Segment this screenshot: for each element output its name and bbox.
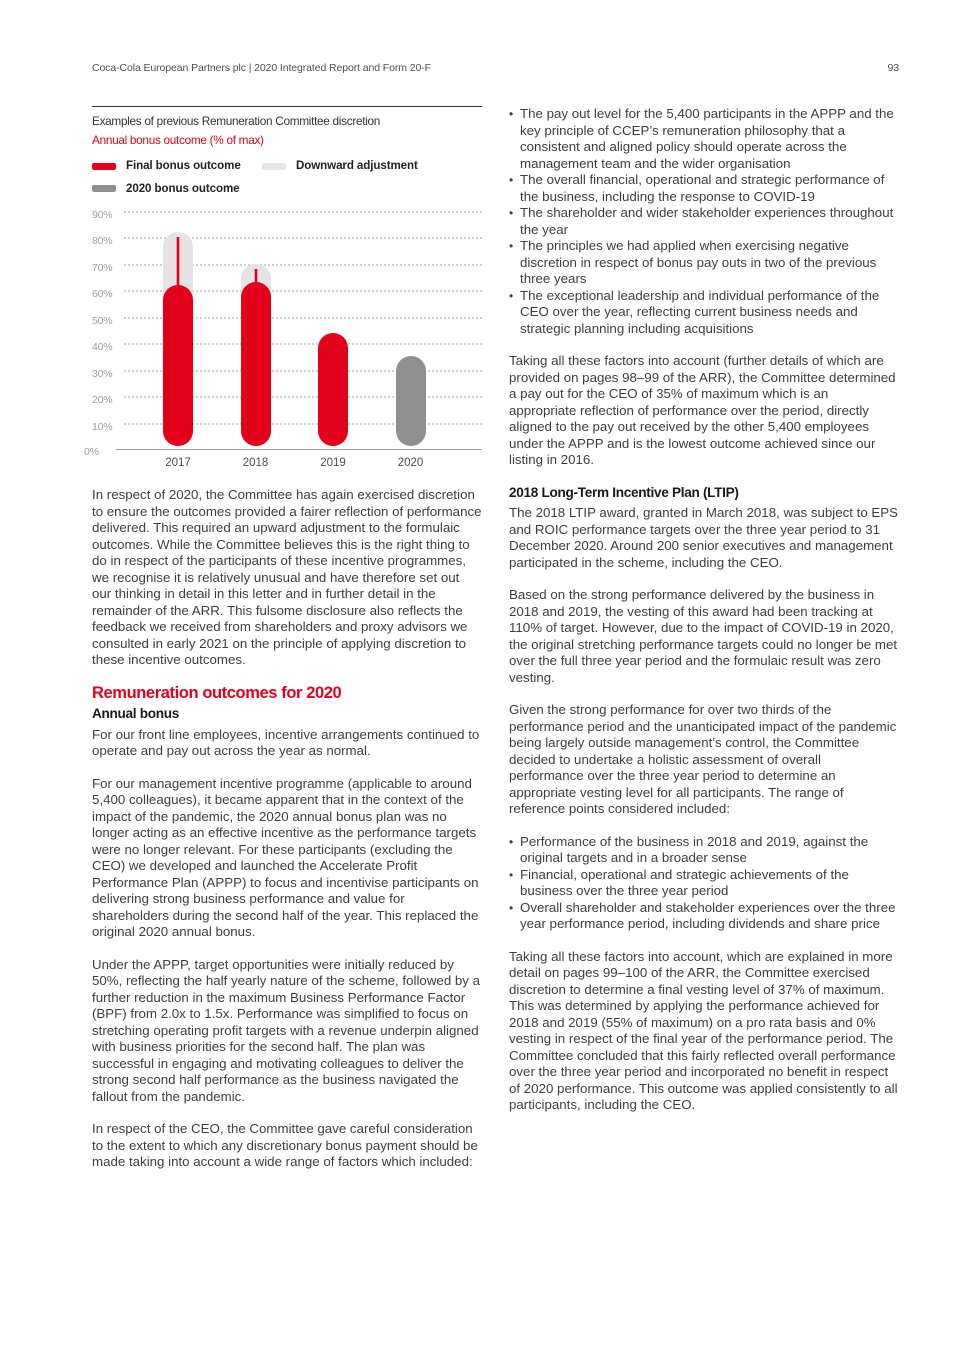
x-tick-label: 2017: [165, 457, 191, 469]
chart-title: Examples of previous Remuneration Committee discretion: [92, 114, 381, 128]
paragraph: For our front line employees, incentive arrangements continued to operate and pay out across the year as normal.: [92, 726, 480, 758]
reference-points-list: [509, 834, 899, 933]
sub-heading-2018-ltip: 2018 Long-Term Incentive Plan (LTIP): [509, 484, 739, 500]
page-number: 93: [887, 62, 899, 74]
legend-item-final-bonus: [92, 158, 262, 175]
paragraph: Taking all these factors into account (further details of which are provided on pages 98–99 of the ARR), the Committee determined a pay out for the CEO of 35% of maximum which is an appropriate reflection of performance over the period, directly aligned to the pay out received by the other 5,400 employees under the APPP and is the lowest outcome achieved since our listing in 2016.: [509, 353, 896, 467]
paragraph: In respect of 2020, the Committee has again exercised discretion to ensure the outcomes provided a fairer reflection of performance delivered. This required an upward adjustment to the formulaic outcomes. While the Committee believes this is the right thing to do in respect of the participants of these incentive programmes, we recognise it is relatively unusual and have therefore set out our thinking in detail in this letter and in further detail in the remainder of the ARR. This fulsome disclosure also reflects the feedback we received from shareholders and proxy advisors we consulted in early 2021 on the principle of applying discretion to these incentive outcomes.: [92, 487, 482, 667]
list-item: • Performance of the business in 2018 and 2019, against the original targets and in a broader sense: [509, 834, 899, 867]
chart-subtitle: Annual bonus outcome (% of max): [92, 132, 264, 147]
legend-label-final-bonus: Final bonus outcome: [126, 159, 241, 172]
paragraph: In respect of the CEO, the Committee gave careful consideration to the extent to which any discretionary bonus payment should be made taking into account a wide range of factors which included:: [92, 1121, 478, 1169]
bar-2019-final-bonus: [318, 333, 348, 446]
panel-top-rule: [92, 106, 482, 107]
legend-swatch-final-bonus: [92, 163, 116, 170]
y-tick-label: 80%: [92, 235, 113, 248]
legend-item-2020-outcome: [92, 181, 262, 198]
list-item: • The exceptional leadership and individual performance of the CEO over the year, reflecting current business needs and strategic planning including acquisitions: [509, 288, 899, 338]
paragraph: For our management incentive programme (applicable to around 5,400 colleagues), it became apparent that in the context of the impact of the pandemic, the 2020 annual bonus plan was no longer acting as an effective incentive as the performance targets were no longer relevant. For these participants (excluding the CEO) we developed and launched the Accelerate Profit Performance Plan (APPP) to focus and incentivise participants on delivering strong business performance and value for shareholders during the second half of the year. This replaced the original 2020 annual bonus.: [92, 775, 479, 939]
section-heading-remuneration-outcomes: Remuneration outcomes for 2020: [92, 683, 342, 702]
right-column: [509, 106, 899, 1187]
chart-panel: [84, 106, 482, 469]
sub-heading-annual-bonus: Annual bonus: [92, 706, 180, 721]
bar-2017-final-bonus: [163, 285, 193, 446]
paragraph: Under the APPP, target opportunities were initially reduced by 50%, reflecting the half yearly nature of the scheme, followed by a further reduction in the maximum Business Performance Factor (BPF) from 2.0x to 1.5x. Performance was simplified to focus on stretching operating profit targets with a revenue underpin aligned with business priorities for the second half. The plan was successful in engaging and motivating colleagues to deliver the strong second half performance as the business navigated the fallout from the pandemic.: [92, 956, 481, 1104]
page-header: [92, 62, 899, 74]
y-tick-label: 30%: [92, 367, 113, 380]
y-tick-label: 60%: [92, 288, 113, 301]
y-tick-label: 50%: [92, 314, 113, 327]
x-tick-label: 2020: [397, 457, 424, 469]
legend-label-downward-adjustment: Downward adjustment: [296, 159, 418, 172]
downward-arrow-icon: [170, 237, 186, 303]
x-tick-label: 2018: [242, 457, 269, 469]
left-column: [84, 106, 482, 1187]
y-tick-label: 20%: [92, 394, 113, 407]
report-title: Coca-Cola European Partners plc | 2020 Integrated Report and Form 20-F: [92, 62, 431, 74]
list-item: • Overall shareholder and stakeholder experiences over the three year performance period, including dividends and share price: [509, 900, 899, 933]
gridline: [92, 209, 482, 221]
y-tick-label: 0%: [84, 446, 99, 458]
legend-swatch-downward-adjustment: [262, 163, 286, 170]
ceo-factors-list: [509, 106, 899, 337]
list-item: • The pay out level for the 5,400 participants in the APPP and the key principle of CCEP’s remuneration philosophy that a consistent and aligned policy should operate across the management team and the wider organisation: [509, 106, 899, 172]
y-tick-label: 70%: [92, 261, 113, 274]
chart-area: [84, 209, 482, 469]
paragraph: The 2018 LTIP award, granted in March 2018, was subject to EPS and ROIC performance targets over the three year period to 31 December 2020. Around 200 senior executives and management participated in the scheme, including the CEO.: [509, 505, 899, 570]
list-item: • Financial, operational and strategic achievements of the business over the three year period: [509, 867, 899, 900]
paragraph: Based on the strong performance delivered by the business in 2018 and 2019, the vesting of this award had been tracking at 110% of target. However, due to the impact of COVID-19 in 2020, the original stretching performance targets could no longer be met over the full three year period and the formulaic result was zero vesting.: [509, 587, 898, 685]
bar-2020-2020-outcome: [396, 356, 426, 446]
list-item: • The overall financial, operational and strategic performance of the business, including the response to COVID-19: [509, 172, 899, 205]
two-column-layout: [84, 106, 899, 1187]
paragraph: Taking all these factors into account, which are explained in more detail on pages 99–100 of the ARR, the Committee exercised discretion to determine a final vesting level of 37% of maximum. This was determined by applying the performance achieved for 2018 and 2019 (55% of maximum) on a pro rata basis and 0% vesting in respect of the final year of the performance period. The Committee concluded that this fairly reflected overall performance over the three year period and incorporated no benefit in respect of 2020 performance. This outcome was applied consistently to all participants, including the CEO.: [509, 948, 898, 1112]
downward-arrow-icon: [248, 269, 264, 301]
chart-legend: [92, 158, 482, 197]
y-tick-label: 90%: [92, 209, 113, 221]
legend-swatch-2020-outcome: [92, 185, 116, 192]
chart-plot: [84, 209, 482, 469]
list-item: • The shareholder and wider stakeholder experiences throughout the year: [509, 205, 899, 238]
legend-item-downward-adjustment: [262, 158, 482, 175]
legend-label-2020-outcome: 2020 bonus outcome: [126, 181, 240, 195]
paragraph: Given the strong performance for over two thirds of the performance period and the unanticipated impact of the pandemic being largely outside management’s control, the Committee decided to undertake a holistic assessment of overall performance over the three year period to determine an appropriate vesting level for all participants. The range of reference points considered included:: [509, 702, 897, 816]
x-tick-label: 2019: [320, 457, 346, 469]
x-axis-line: [84, 446, 482, 458]
y-tick-label: 40%: [92, 341, 113, 354]
list-item: • The principles we had applied when exercising negative discretion in respect of bonus pay outs in two of the previous three years: [509, 238, 899, 288]
bar-2018-final-bonus: [241, 282, 271, 446]
y-tick-label: 10%: [92, 420, 113, 433]
